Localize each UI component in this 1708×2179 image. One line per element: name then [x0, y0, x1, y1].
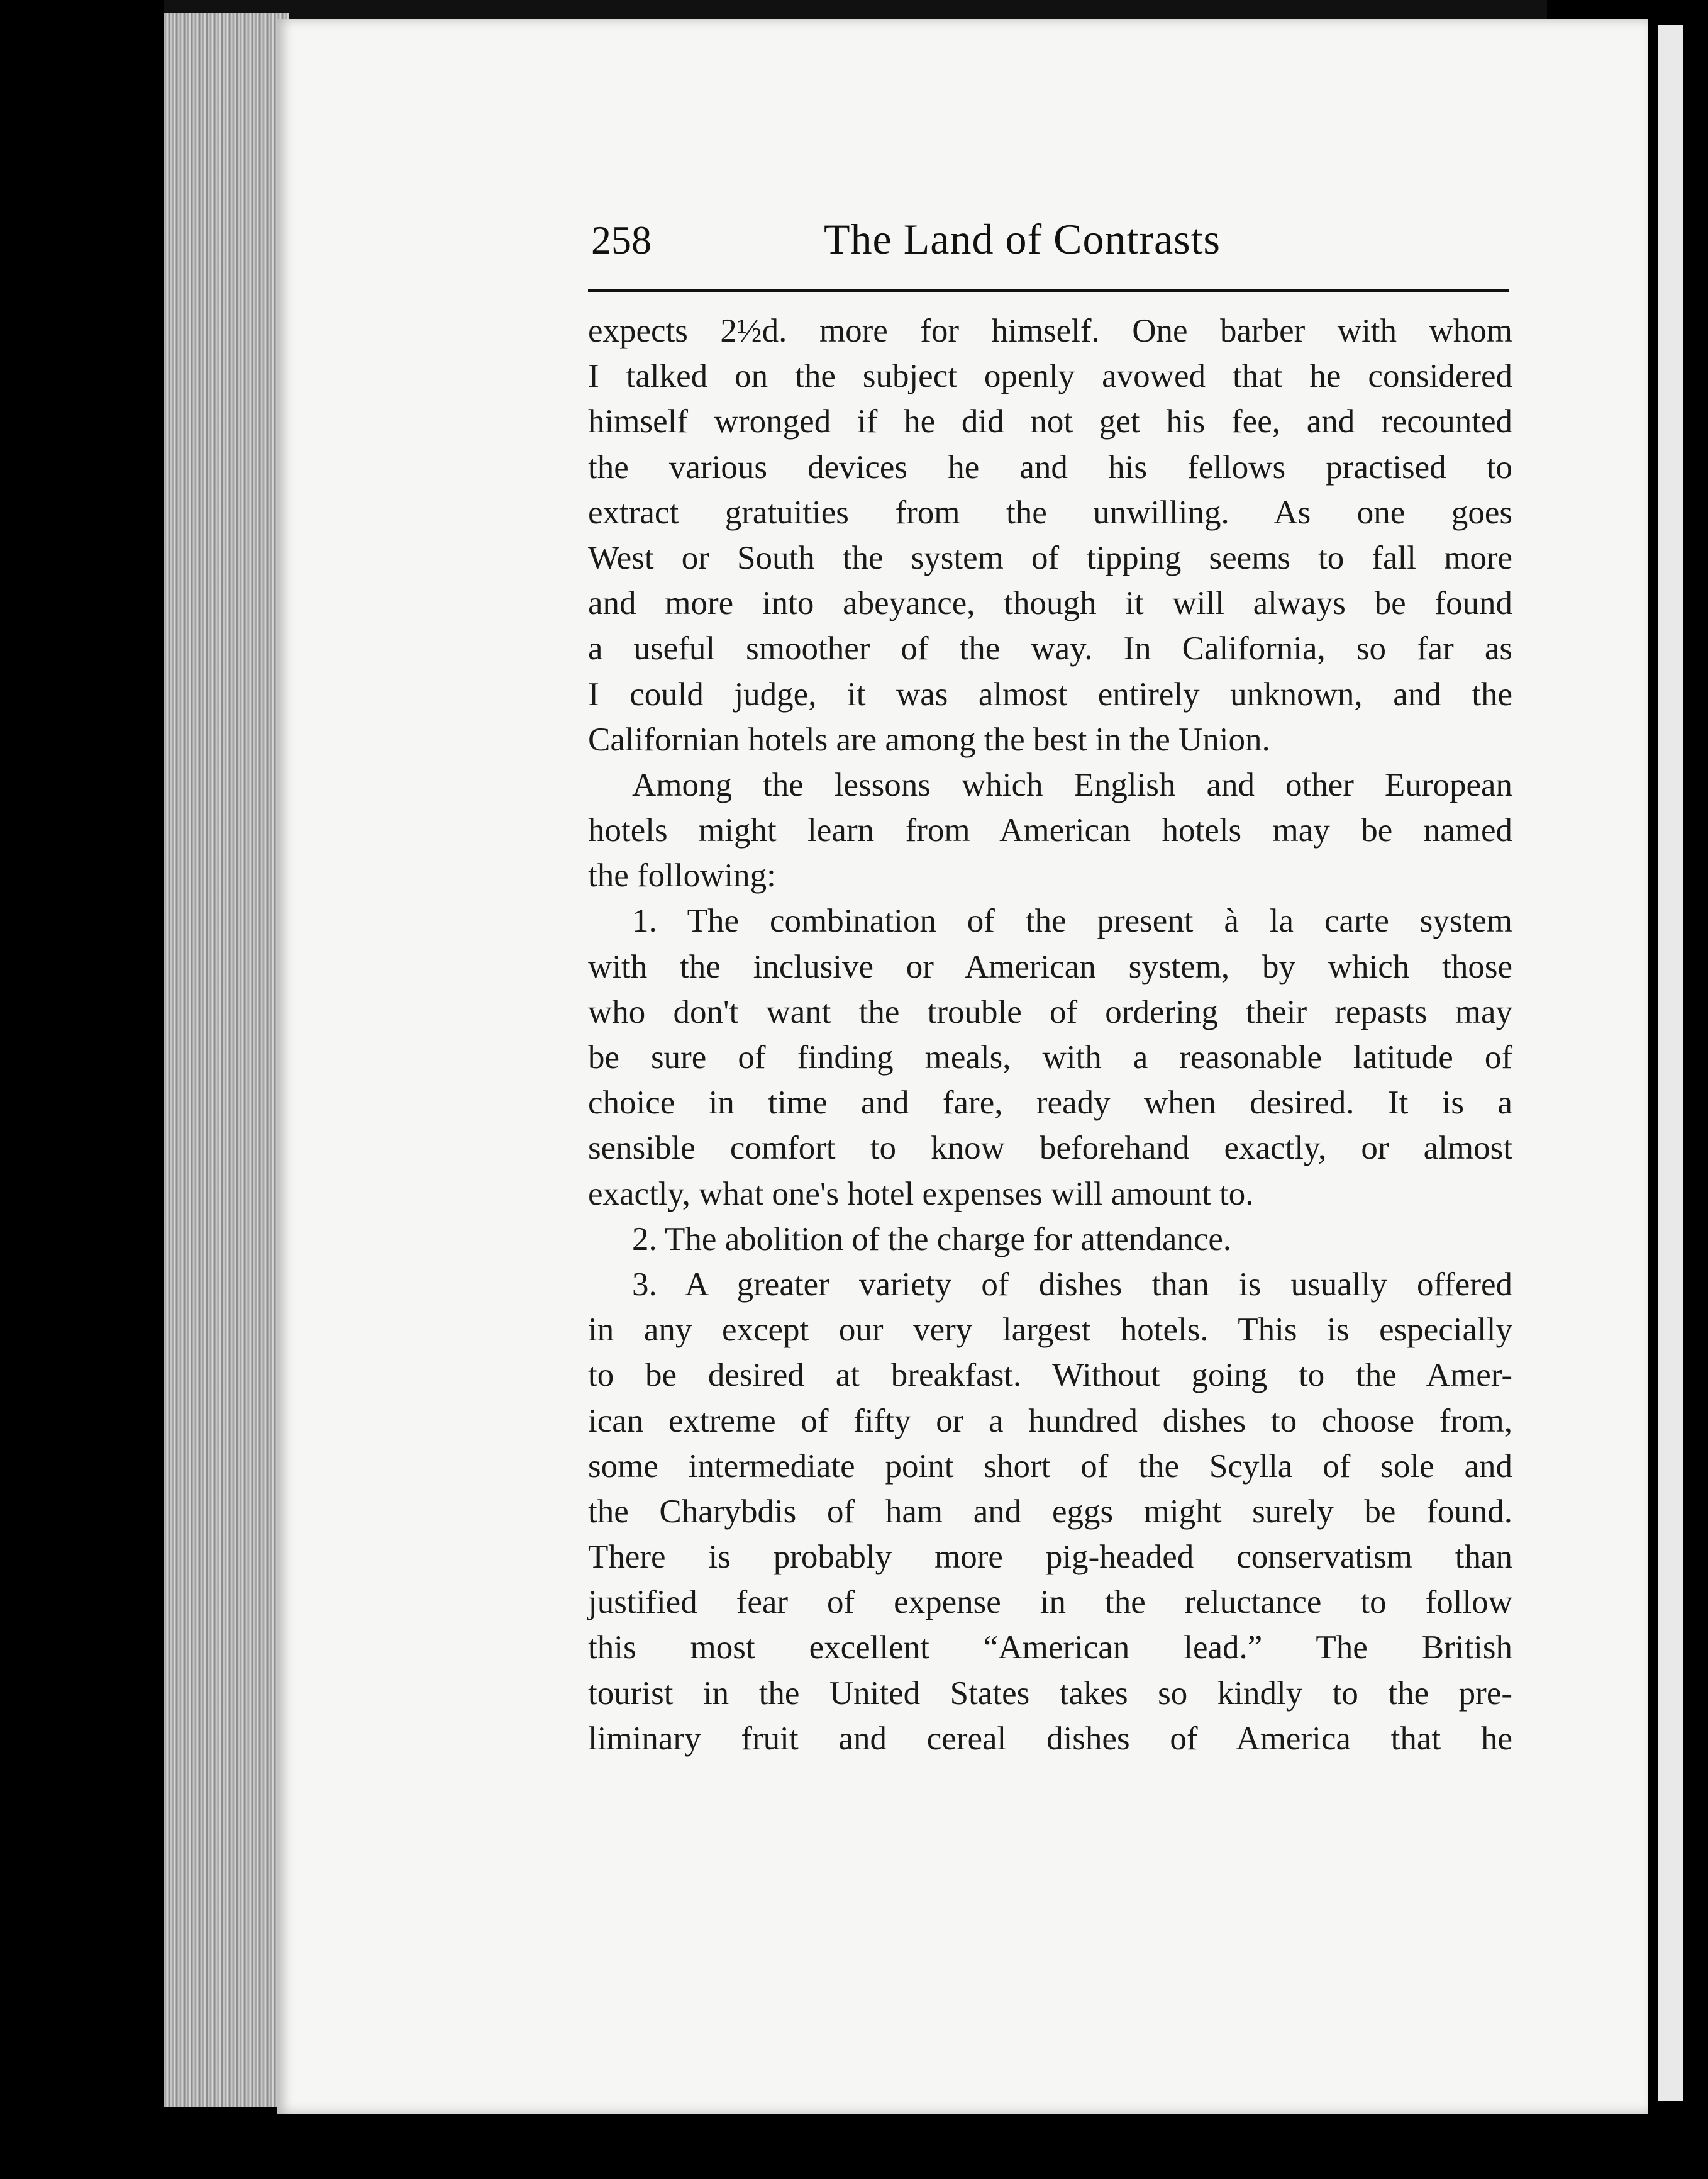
text-line: ican extreme of fifty or a hundred dishes to choose from,	[588, 1402, 1512, 1439]
list-item-3: 3. A greater variety of dishes than is usually offered	[632, 1266, 1512, 1303]
page-header	[591, 215, 1509, 283]
page-edges	[164, 13, 289, 2107]
book-top-shadow	[164, 0, 1547, 19]
text-line: I could judge, it was almost entirely unknown, and the	[588, 676, 1512, 713]
text-line: liminary fruit and cereal dishes of America that he	[588, 1720, 1512, 1757]
text-line: choice in time and fare, ready when desired. It is a	[588, 1084, 1512, 1122]
text-line: Californian hotels are among the best in the Union.	[588, 721, 1270, 758]
text-line: himself wronged if he did not get his fee, and recounted	[588, 403, 1512, 440]
text-line: sensible comfort to know beforehand exactly, or almost	[588, 1130, 1512, 1167]
running-title: The Land of Contrasts	[824, 215, 1221, 263]
text-line: with the inclusive or American system, by which those	[588, 948, 1512, 985]
list-item-1: 1. The combination of the present à la carte system	[632, 903, 1512, 940]
text-line: There is probably more pig-headed conservatism than	[588, 1539, 1512, 1576]
text-line: in any except our very largest hotels. This is especially	[588, 1312, 1512, 1349]
text-line: hotels might learn from American hotels may be named	[588, 812, 1512, 849]
header-rule	[588, 289, 1509, 292]
facing-page-edge	[1658, 25, 1683, 2101]
text-line: expects 2½d. more for himself. One barber with whom	[588, 313, 1512, 349]
text-line: to be desired at breakfast. Without going to the Amer-	[588, 1357, 1512, 1394]
text-line: I talked on the subject openly avowed that he considered	[588, 358, 1512, 395]
text-line: the various devices he and his fellows practised to	[588, 449, 1512, 486]
body-text	[588, 308, 1512, 1761]
text-line: some intermediate point short of the Scylla of sole and	[588, 1447, 1512, 1485]
text-line: justified fear of expense in the reluctance to follow	[588, 1584, 1512, 1621]
text-line: tourist in the United States takes so kindly to the pre-	[588, 1675, 1512, 1712]
text-line: extract gratuities from the unwilling. As one goes	[588, 494, 1512, 531]
text-line: this most excellent “American lead.” The British	[588, 1629, 1512, 1666]
list-item-2: 2. The abolition of the charge for attendance.	[632, 1220, 1232, 1257]
text-line: Among the lessons which English and other European	[632, 766, 1512, 803]
text-line: a useful smoother of the way. In California, so far as	[588, 630, 1512, 667]
text-line: who don't want the trouble of ordering their repasts may	[588, 993, 1512, 1030]
text-line: the Charybdis of ham and eggs might surely be found.	[588, 1493, 1512, 1530]
text-line: the following:	[588, 857, 776, 894]
text-line: be sure of finding meals, with a reasonable latitude of	[588, 1039, 1512, 1076]
page-number: 258	[591, 218, 652, 262]
text-line: West or South the system of tipping seems to fall more	[588, 539, 1512, 576]
text-line: and more into abeyance, though it will always be found	[588, 585, 1512, 622]
text-line: exactly, what one's hotel expenses will amount to.	[588, 1175, 1254, 1212]
